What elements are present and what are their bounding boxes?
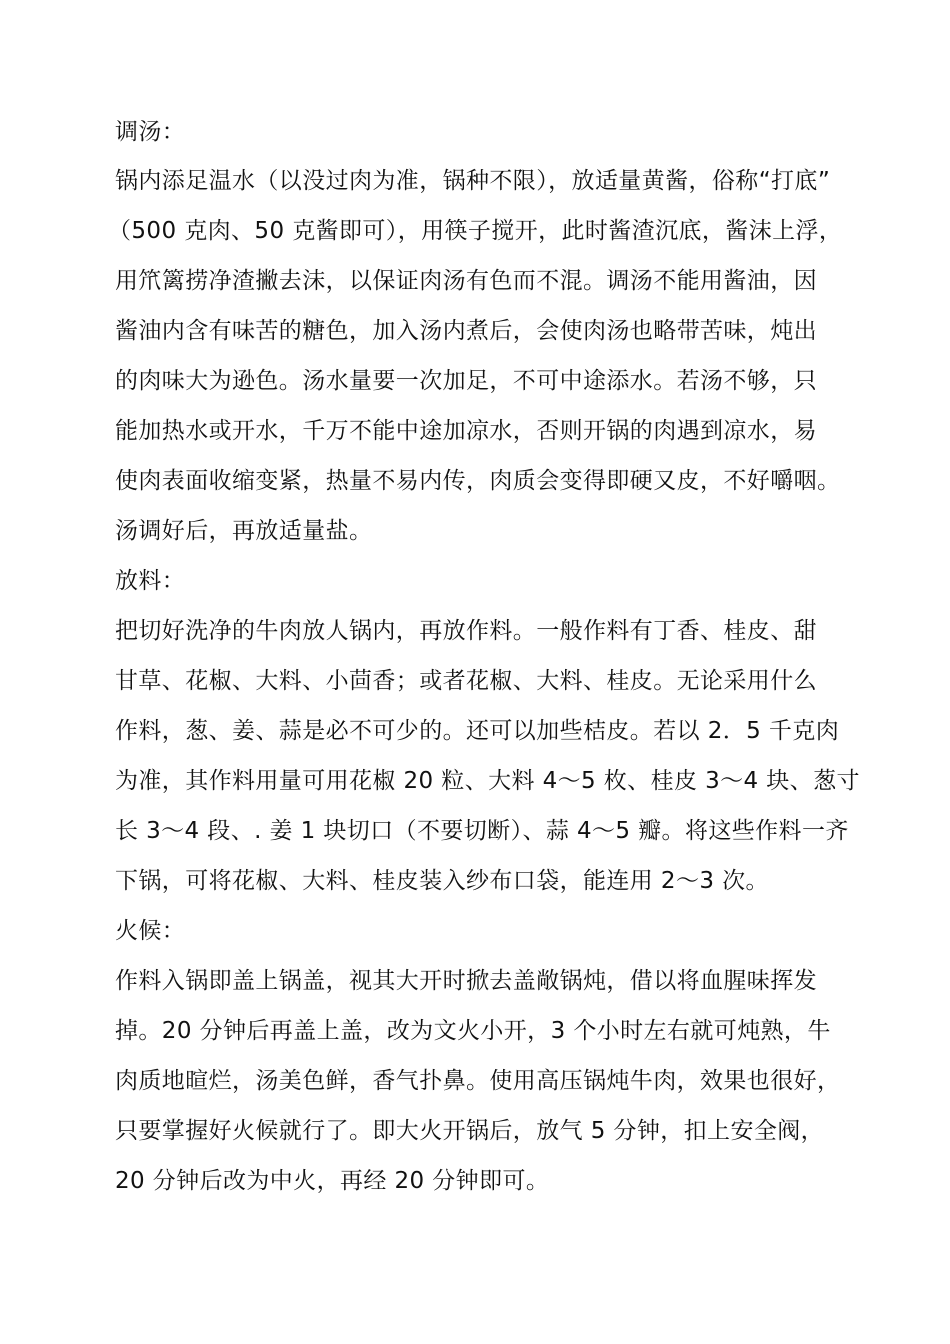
paragraph-line: 的肉味大为逊色。汤水量要一次加足，不可中途添水。若汤不够，只 [115, 368, 817, 394]
paragraph-line: 用笊篱捞净渣撇去沫，以保证肉汤有色而不混。调汤不能用酱油，因 [115, 268, 817, 294]
paragraph-line: 酱油内含有味苦的糖色，加入汤内煮后，会使肉汤也略带苦味，炖出 [115, 318, 817, 344]
section-heading: 火候： [115, 918, 186, 944]
paragraph-line: 肉质地暄烂，汤美色鲜，香气扑鼻。使用高压锅炖牛肉，效果也很好， [115, 1068, 841, 1094]
paragraph-line: 汤调好后，再放适量盐。 [115, 518, 373, 544]
paragraph-line: 使肉表面收缩变紧，热量不易内传，肉质会变得即硬又皮，不好嚼咽。 [115, 468, 841, 494]
paragraph-line: 20 分钟后改为中火，再经 20 分钟即可。 [115, 1168, 550, 1194]
paragraph-line: 长 3～4 段、. 姜 1 块切口（不要切断）、蒜 4～5 瓣。将这些作料一齐 [115, 818, 849, 844]
paragraph-line: （500 克肉、50 克酱即可），用筷子搅开，此时酱渣沉底，酱沫上浮， [108, 218, 843, 244]
paragraph-line: 作料入锅即盖上锅盖，视其大开时掀去盖敞锅炖，借以将血腥味挥发 [115, 968, 817, 994]
paragraph-line: 只要掌握好火候就行了。即大火开锅后，放气 5 分钟，扣上安全阀， [115, 1118, 825, 1144]
paragraph-line: 锅内添足温水（以没过肉为准，锅种不限），放适量黄酱，俗称“打底” [115, 168, 831, 194]
paragraph-line: 下锅，可将花椒、大料、桂皮装入纱布口袋，能连用 2～3 次。 [115, 868, 769, 894]
paragraph-line: 为准，其作料用量可用花椒 20 粒、大料 4～5 枚、桂皮 3～4 块、葱寸 [115, 768, 860, 794]
section-heading: 放料： [115, 568, 186, 594]
paragraph-line: 把切好洗净的牛肉放人锅内，再放作料。一般作料有丁香、桂皮、甜 [115, 618, 817, 644]
paragraph-line: 甘草、花椒、大料、小茴香；或者花椒、大料、桂皮。无论采用什么 [115, 668, 817, 694]
paragraph-line: 能加热水或开水，千万不能中途加凉水，否则开锅的肉遇到凉水，易 [115, 418, 817, 444]
paragraph-line: 掉。20 分钟后再盖上盖，改为文火小开，3 个小时左右就可炖熟，牛 [115, 1018, 831, 1044]
paragraph-line: 作料，葱、姜、蒜是必不可少的。还可以加些桔皮。若以 2．5 千克肉 [115, 718, 840, 744]
section-heading: 调汤： [115, 119, 186, 145]
